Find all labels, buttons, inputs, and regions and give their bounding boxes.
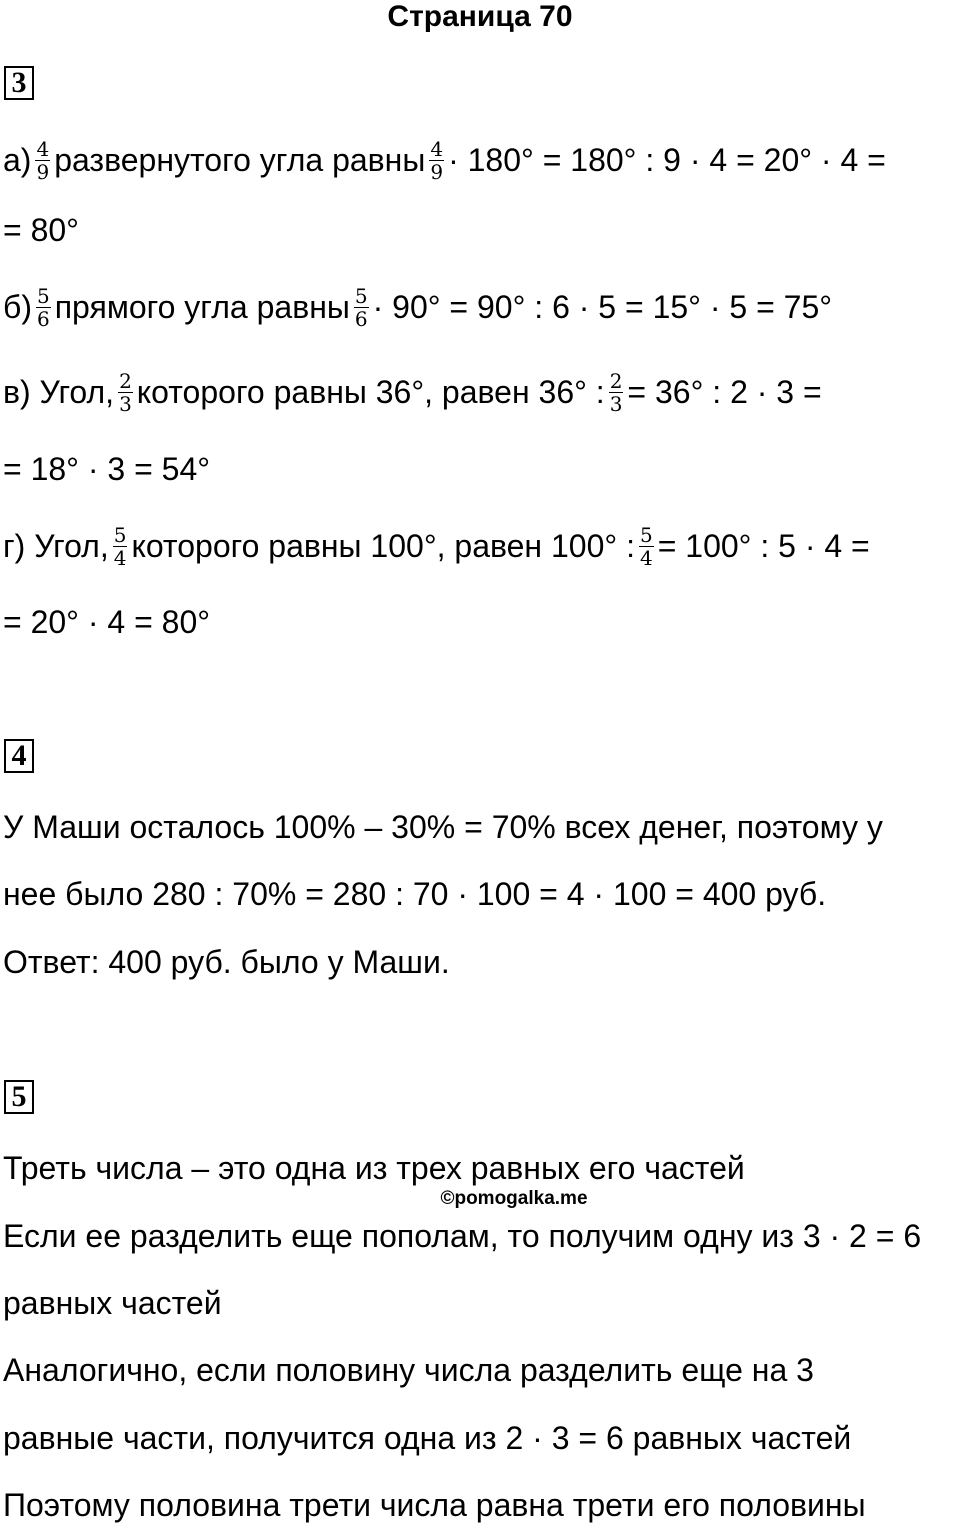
task-5-line: Треть числа – это одна из трех равных его частей: [3, 1150, 745, 1186]
task-3g-calculation: = 100° : 5 · 4 =: [657, 528, 870, 564]
fraction-numerator: 4: [36, 137, 50, 162]
fraction-denominator: 6: [354, 307, 368, 332]
task-3g-line: [3, 523, 870, 571]
task-5-line: равных частей: [3, 1285, 222, 1321]
task-5-line: равные части, получится одна из 2 · 3 = 6 равных частей: [3, 1420, 852, 1456]
fraction-numerator: 5: [639, 523, 653, 548]
task-3g-prefix: г) Угол,: [3, 528, 109, 564]
task-3-number: 3: [4, 66, 34, 100]
fraction-numerator: 5: [113, 523, 127, 548]
task-3a-calculation: · 180° = 180° : 9 · 4 = 20° · 4 =: [448, 142, 886, 178]
task-5-line: Если ее разделить еще пополам, то получим одну из 3 · 2 = 6: [3, 1218, 922, 1254]
fraction-numerator: 2: [119, 369, 132, 394]
fraction-denominator: 3: [609, 392, 623, 417]
task-3b-line: [3, 284, 833, 332]
fraction-numerator: 4: [430, 137, 444, 162]
task-3b-text: прямого угла равны: [54, 289, 350, 325]
task-3v-calculation: = 36° : 2 · 3 =: [627, 374, 822, 410]
task-5-line: Аналогично, если половину числа разделить еще на 3: [3, 1352, 814, 1388]
task-3b-fraction-2: [354, 285, 369, 330]
page-title: Страница 70: [387, 0, 573, 33]
task-3b-calculation: · 90° = 90° : 6 · 5 = 15° · 5 = 75°: [372, 289, 833, 325]
task-3b-prefix: б): [3, 289, 32, 325]
task-3g-result: = 20° · 4 = 80°: [3, 604, 211, 640]
task-3v-line: [3, 369, 822, 417]
task-3a-result: = 80°: [3, 212, 79, 248]
task-3v-text: которого равны 36°, равен 36° :: [136, 374, 605, 410]
fraction-numerator: 5: [36, 284, 50, 309]
fraction-denominator: 4: [113, 546, 127, 571]
task-3v-fraction-2: [609, 370, 624, 415]
fraction-denominator: 4: [639, 546, 653, 571]
task-3a-fraction-2: [429, 138, 444, 183]
task-3a-fraction-1: [35, 138, 50, 183]
task-5-conclusion: Поэтому половина трети числа равна трети его половины: [3, 1487, 866, 1523]
task-4-number: 4: [4, 739, 34, 773]
fraction-denominator: 3: [119, 392, 132, 417]
task-3g-fraction-1: [113, 524, 128, 569]
fraction-numerator: 2: [609, 369, 623, 394]
task-4-answer: Ответ: 400 руб. было у Маши.: [3, 944, 450, 980]
task-3v-result: = 18° · 3 = 54°: [3, 451, 211, 487]
task-3v-fraction-1: [118, 370, 133, 415]
task-3g-fraction-2: [639, 524, 654, 569]
task-3a-prefix: а): [3, 142, 32, 178]
task-4-line: нее было 280 : 70% = 280 : 70 · 100 = 4 · 100 = 400 руб.: [3, 876, 827, 912]
task-3a-line: [3, 137, 886, 185]
task-3v-prefix: в) Угол,: [3, 374, 115, 410]
fraction-denominator: 6: [36, 307, 50, 332]
watermark: ©pomogalka.me: [440, 1188, 588, 1209]
task-5-number: 5: [4, 1080, 34, 1114]
task-3g-text: которого равны 100°, равен 100° :: [131, 528, 635, 564]
task-4-line: У Маши осталось 100% – 30% = 70% всех денег, поэтому у: [3, 809, 883, 845]
fraction-numerator: 5: [354, 284, 368, 309]
task-3b-fraction-1: [36, 285, 51, 330]
fraction-denominator: 9: [36, 160, 50, 185]
fraction-denominator: 9: [430, 160, 444, 185]
task-3a-text: развернутого угла равны: [54, 142, 426, 178]
